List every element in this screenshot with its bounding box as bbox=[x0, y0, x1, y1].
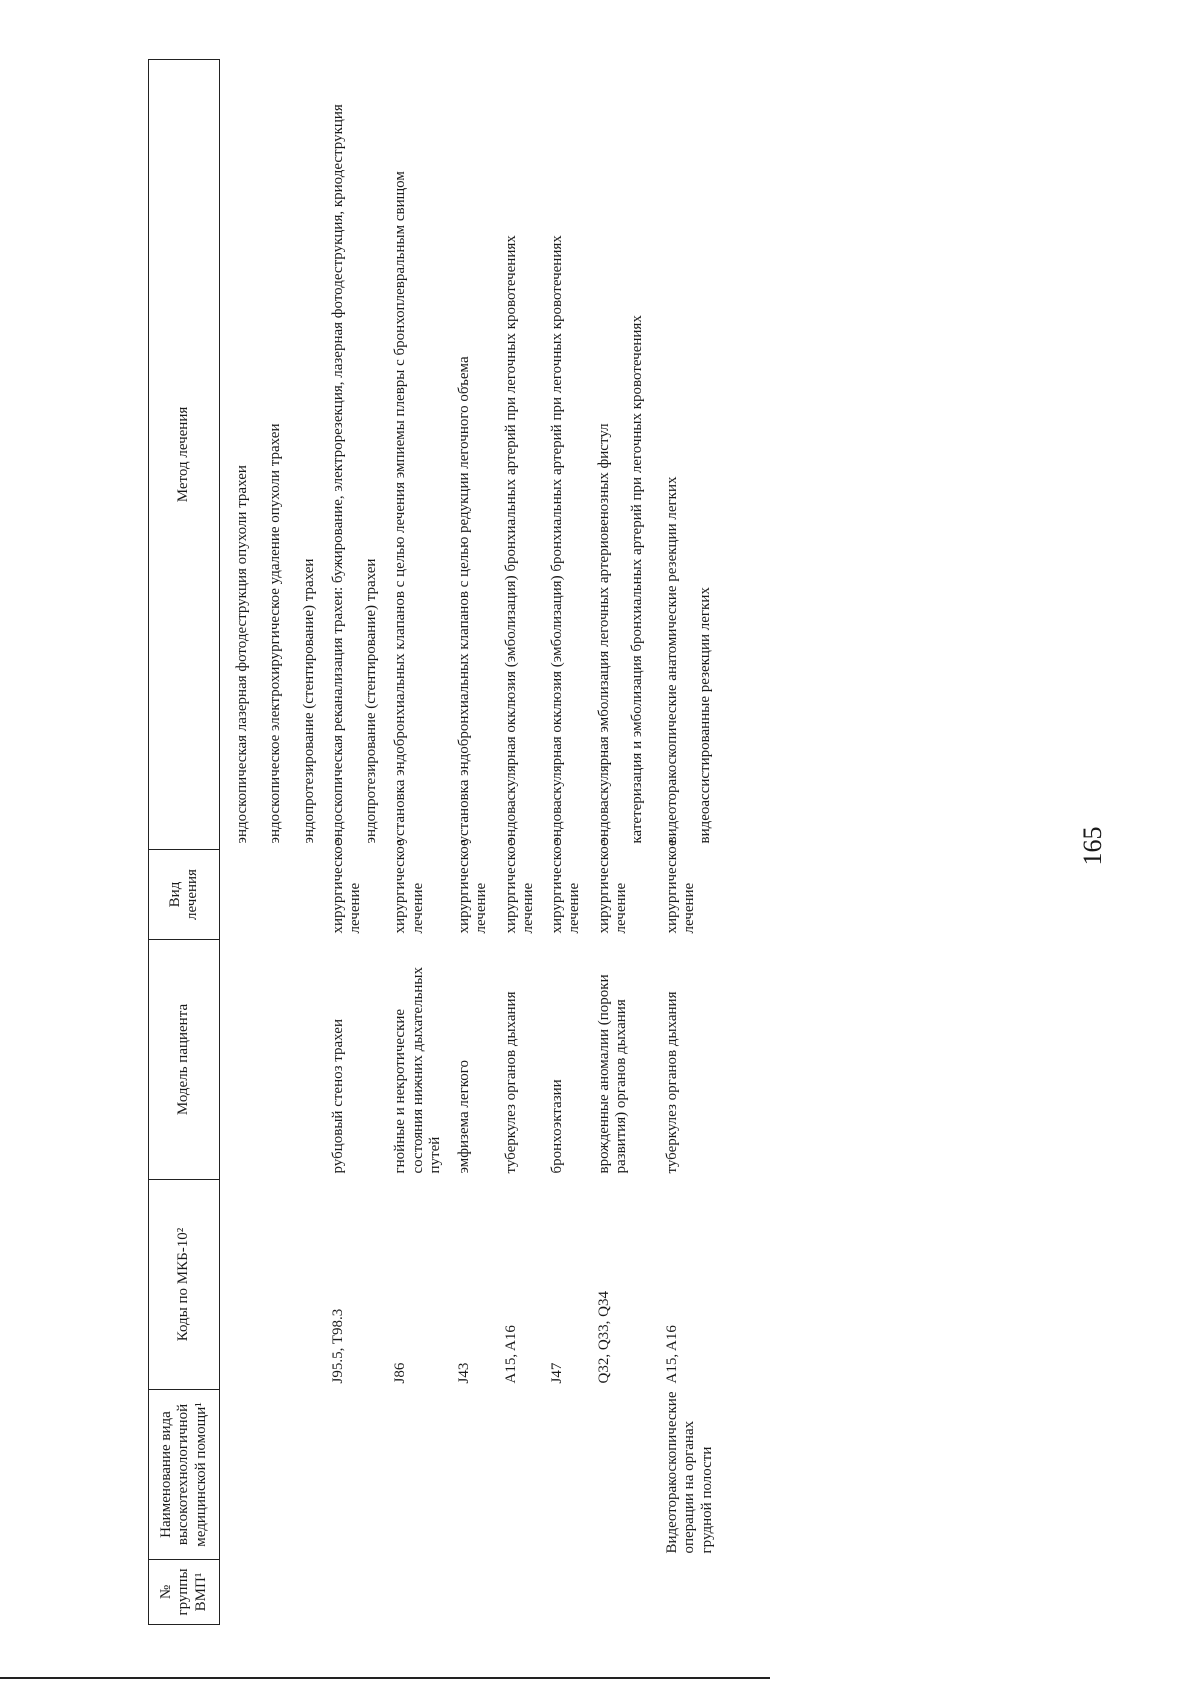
method-entry: эндоскопическое электрохирургическое удаление опухоли трахеи bbox=[267, 423, 284, 844]
cell-patient-model: туберкулез органов дыхания bbox=[664, 991, 680, 1174]
cell-group bbox=[448, 1560, 495, 1625]
table-row bbox=[541, 60, 588, 1625]
bottom-rule bbox=[0, 1677, 770, 1679]
table-body bbox=[220, 60, 720, 1625]
cell-group bbox=[650, 1560, 720, 1625]
table-row bbox=[495, 60, 542, 1625]
cell-patient-model: врожденные аномалии (пороки развития) органов дыхания bbox=[595, 974, 629, 1174]
method-entry: эндоскопическая лазерная фотодеструкция опухоли трахеи bbox=[234, 465, 250, 844]
cell-icd-codes: A15, A16 bbox=[664, 1325, 680, 1384]
cell-treatment-type: хирургическое лечение bbox=[456, 839, 490, 934]
cell-treatment-type: хирургическое лечение bbox=[549, 839, 583, 934]
cell-treatment-type: хирургическое лечение bbox=[392, 839, 426, 934]
cell-treatment-method bbox=[448, 60, 495, 850]
header-patient-model: Модель пациента bbox=[149, 940, 220, 1180]
cell-group bbox=[322, 1560, 385, 1625]
cell-icd-codes: A15, A16 bbox=[502, 1325, 519, 1384]
cell-icd-codes: J86 bbox=[392, 1362, 409, 1384]
cell-treatment-method bbox=[384, 60, 448, 850]
cell-type-name bbox=[448, 1390, 495, 1560]
header-type-name: Наименование вида высокотехнологичной медицинской помощи¹ bbox=[149, 1390, 220, 1560]
cell-treatment-type bbox=[220, 850, 322, 940]
cell-treatment-method bbox=[650, 60, 720, 850]
cell-icd-codes bbox=[220, 1180, 322, 1390]
cell-treatment-method bbox=[541, 60, 588, 850]
cell-group bbox=[220, 1560, 322, 1625]
cell-treatment-method bbox=[322, 60, 385, 850]
cell-treatment-type: хирургическое лечение bbox=[329, 839, 363, 934]
cell-treatment-method bbox=[588, 60, 651, 850]
cell-type-name bbox=[220, 1390, 322, 1560]
cell-group bbox=[588, 1560, 651, 1625]
table-row bbox=[448, 60, 495, 1625]
cell-icd-codes: J43 bbox=[456, 1362, 472, 1384]
cell-treatment-method bbox=[495, 60, 542, 850]
cell-type-name bbox=[588, 1390, 651, 1560]
header-group-no: № группы ВМП¹ bbox=[149, 1560, 220, 1625]
method-entry: эндопротезирование (стентирование) трахеи bbox=[300, 558, 317, 844]
method-entry: эндопротезирование (стентирование) трахеи bbox=[363, 558, 379, 844]
method-entry: видеоторакоскопические анатомические резекции легких bbox=[664, 476, 680, 844]
method-entry: эндоваскулярная окклюзия (эмболизация) бронхиальных артерий при легочных кровотечениях bbox=[549, 235, 565, 844]
cell-group bbox=[541, 1560, 588, 1625]
rotated-table-container bbox=[148, 60, 1168, 1625]
cell-type-name bbox=[541, 1390, 588, 1560]
cell-patient-model: гнойные и некротические состояния нижних дыхательных путей bbox=[392, 966, 443, 1174]
cell-type-name bbox=[495, 1390, 542, 1560]
method-entry: эндоскопическая реканализация трахеи: бужирование, электрорезекция, лазерная фотодеструкция, криодеструкция bbox=[329, 104, 346, 844]
page-number: 165 bbox=[1078, 826, 1107, 866]
cell-treatment-type: хирургическое лечение bbox=[502, 839, 536, 934]
header-treatment-method: Метод лечения bbox=[149, 60, 220, 850]
cell-icd-codes: Q32, Q33, Q34 bbox=[595, 1291, 612, 1384]
header-treatment-type: Вид лечения bbox=[149, 850, 220, 940]
table-row bbox=[384, 60, 448, 1625]
cell-icd-codes: J95.5, T98.3 bbox=[329, 1308, 346, 1384]
cell-treatment-type: хирургическое лечение bbox=[595, 839, 629, 934]
method-entry: эндоваскулярная окклюзия (эмболизация) бронхиальных артерий при легочных кровотечениях bbox=[502, 235, 519, 844]
cell-patient-model: эмфизема легкого bbox=[456, 1059, 472, 1174]
cell-type-name bbox=[384, 1390, 448, 1560]
table-row bbox=[650, 60, 720, 1625]
table-row bbox=[588, 60, 651, 1625]
header-icd-codes: Коды по МКБ-10² bbox=[149, 1180, 220, 1390]
method-entry: установка эндобронхиальных клапанов с целью редукции легочного объема bbox=[456, 356, 472, 844]
cell-type-name: Видеоторакоскопические операции на органах грудной полости bbox=[664, 1391, 715, 1554]
cell-group bbox=[384, 1560, 448, 1625]
method-entry: эндоваскулярная эмболизация легочных артериовенозных фистул bbox=[595, 423, 612, 844]
cell-patient-model: туберкулез органов дыхания bbox=[502, 991, 519, 1174]
method-entry: катетеризация и эмболизация бронхиальных артерий при легочных кровотечениях bbox=[628, 315, 645, 844]
table-row bbox=[322, 60, 385, 1625]
cell-group bbox=[495, 1560, 542, 1625]
method-entry: установка эндобронхиальных клапанов с целью лечения эмпиемы плевры с бронхоплевральным свищом bbox=[392, 171, 409, 844]
cell-treatment-type: хирургическое лечение bbox=[664, 839, 698, 934]
cell-treatment-method bbox=[220, 60, 322, 850]
table-row bbox=[220, 60, 322, 1625]
table-header-row bbox=[149, 60, 220, 1625]
treatment-table bbox=[148, 59, 720, 1625]
cell-type-name bbox=[322, 1390, 385, 1560]
cell-icd-codes: J47 bbox=[549, 1362, 565, 1384]
cell-patient-model bbox=[220, 940, 322, 1180]
method-entry: видеоассистированные резекции легких bbox=[697, 587, 714, 844]
cell-patient-model: рубцовый стеноз трахеи bbox=[329, 1019, 346, 1174]
cell-patient-model: бронхоэктазии bbox=[549, 1079, 565, 1174]
